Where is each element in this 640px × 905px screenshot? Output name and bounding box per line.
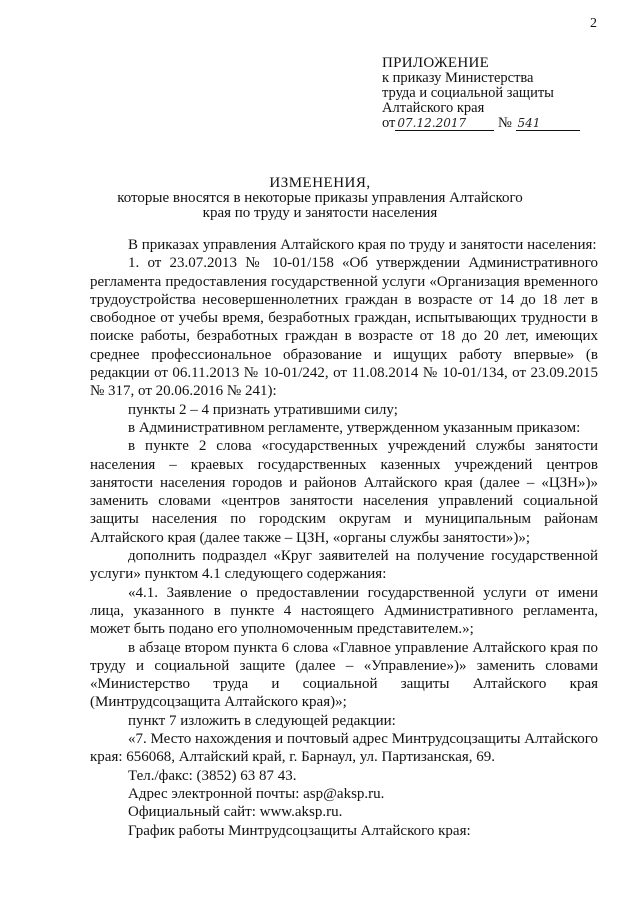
appendix-block [382, 56, 612, 131]
paragraph: в пункте 2 слова «государственных учреждений службы занятости населения – краевых государственных казенных учреждений центров занятости населения городов и районов Алтайского края (далее – «ЦЗН»)» заменить словами «центров занятости населения управлений социальной защиты населения по городским округам и муниципальным районам Алтайского края (далее также – ЦЗН, «органы службы занятости»)»; [90, 438, 598, 546]
handwritten-number: 541 [517, 116, 541, 130]
appendix-date-line [382, 116, 612, 131]
paragraph: пункт 7 изложить в следующей редакции: [128, 712, 396, 729]
appendix-title: ПРИЛОЖЕНИЕ [382, 55, 490, 71]
heading-title: ИЗМЕНЕНИЯ, [269, 175, 371, 191]
paragraph: «4.1. Заявление о предоставлении государственной услуги от имени лица, указанного в пункте 4 настоящего Административного регламента, может быть подано его уполномоченным представителем.»; [90, 584, 598, 638]
paragraph: В приказах управления Алтайского края по труду и занятости населения: [128, 237, 597, 253]
paragraph: Официальный сайт: www.aksp.ru. [128, 804, 343, 821]
appendix-line-1: к приказу Министерства [382, 70, 534, 86]
paragraph: Тел./факс: (3852) 63 87 43. [128, 767, 297, 784]
appendix-line-2: труда и социальной защиты [382, 85, 554, 101]
appendix-line-3: Алтайского края [382, 100, 485, 116]
number-sign: № [498, 115, 512, 131]
page-number: 2 [590, 16, 597, 31]
paragraph: дополнить подраздел «Круг заявителей на получение государственной услуги» пунктом 4.1 следующего содержания: [90, 548, 598, 583]
paragraph: Адрес электронной почты: asp@aksp.ru. [128, 785, 385, 802]
paragraph: пункты 2 – 4 признать утратившими силу; [128, 401, 398, 418]
document-heading [60, 176, 580, 221]
heading-subtitle-1: которые вносятся в некоторые приказы управления Алтайского [117, 190, 523, 206]
paragraph: в Административном регламенте, утвержденном указанным приказом: [128, 419, 581, 436]
date-field [395, 117, 494, 131]
paragraph: 1. от 23.07.2013 № 10-01/158 «Об утверждении Административного регламента предоставления государственной услуги «Организация временного трудоустройства несовершеннолетних граждан в возрасте от 14 до 18 лет в свободное от учебы время, безработных граждан, испытывающих трудности в поиске работы, безработных граждан в возрасте от 18 до 20 лет, имеющих среднее профессиональное образование и ищущих работу впервые» (в редакции от 06.11.2013 № 10-01/242, от 11.08.2014 № 10-01/134, от 23.09.2015 № 317, от 20.06.2016 № 241): [90, 255, 598, 400]
document-body [90, 236, 598, 840]
date-prefix: от [382, 115, 396, 131]
handwritten-date: 07.12.2017 [397, 116, 467, 130]
paragraph: График работы Минтрудсоцзащиты Алтайского края: [128, 822, 471, 839]
number-field [516, 117, 580, 131]
heading-subtitle-2: края по труду и занятости населения [202, 205, 438, 221]
paragraph: в абзаце втором пункта 6 слова «Главное управление Алтайского края по труду и социальной защите (далее – «Управление»)» заменить словами «Министерство труда и социальной защиты Алтайского края (Минтрудсоцзащита Алтайского края)»; [90, 639, 598, 711]
paragraph: «7. Место нахождения и почтовый адрес Минтрудсоцзащиты Алтайского края: 656068, Алтайский край, г. Барнаул, ул. Партизанская, 69. [90, 731, 598, 766]
